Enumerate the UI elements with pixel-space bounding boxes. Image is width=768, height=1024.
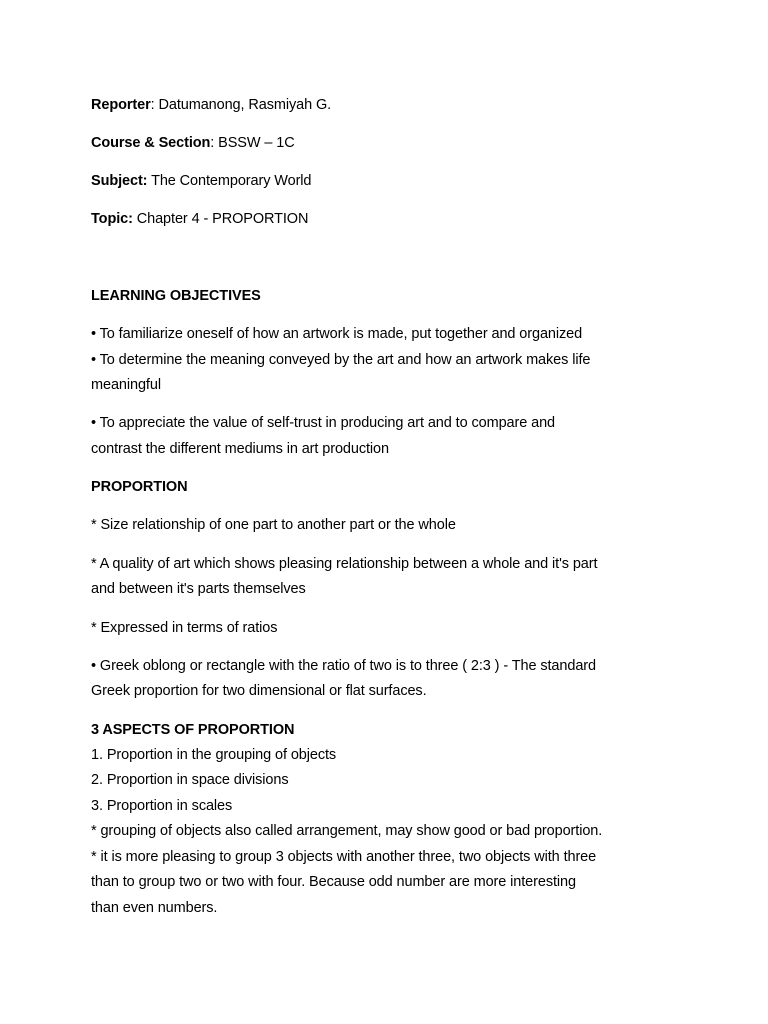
subject-label: Subject: xyxy=(91,173,148,189)
objective-item-2-line-2: meaningful xyxy=(91,377,161,393)
aspects-note-2-line-1: * it is more pleasing to group 3 objects with another three, two objects with three xyxy=(91,849,597,865)
subject-value: The Contemporary World xyxy=(147,173,312,189)
topic-value: Chapter 4 - PROPORTION xyxy=(132,211,309,227)
topic-line xyxy=(91,209,308,229)
aspects-list-item-3: 3. Proportion in scales xyxy=(91,798,233,814)
learning-objectives-heading: LEARNING OBJECTIVES xyxy=(91,288,261,304)
objective-item-3-line-2: contrast the different mediums in art production xyxy=(91,441,389,457)
proportion-item-4-line-1: • Greek oblong or rectangle with the ratio of two is to three ( 2:3 ) - The standard xyxy=(91,658,596,674)
aspects-note-2-line-3: than even numbers. xyxy=(91,900,218,916)
objective-item-3-line-1: • To appreciate the value of self-trust in producing art and to compare and xyxy=(91,415,556,431)
proportion-item-4-line-2: Greek proportion for two dimensional or flat surfaces. xyxy=(91,683,427,699)
proportion-item-1: * Size relationship of one part to another part or the whole xyxy=(91,517,456,533)
course-section-label: Course & Section xyxy=(91,135,211,151)
course-section-value: : BSSW – 1C xyxy=(210,135,295,151)
proportion-heading: PROPORTION xyxy=(91,479,188,495)
reporter-line xyxy=(91,95,331,115)
objective-item-1: • To familiarize oneself of how an artwork is made, put together and organized xyxy=(91,326,583,342)
proportion-item-2-line-2: and between it's parts themselves xyxy=(91,581,306,597)
topic-label: Topic: xyxy=(91,211,133,227)
reporter-label: Reporter xyxy=(91,97,151,113)
aspects-note-1: * grouping of objects also called arrangement, may show good or bad proportion. xyxy=(91,823,603,839)
aspects-note-2-line-2: than to group two or two with four. Because odd number are more interesting xyxy=(91,874,576,890)
proportion-item-2-line-1: * A quality of art which shows pleasing relationship between a whole and it's part xyxy=(91,556,598,572)
reporter-value: : Datumanong, Rasmiyah G. xyxy=(150,97,332,113)
aspects-heading: 3 ASPECTS OF PROPORTION xyxy=(91,722,295,738)
objective-item-2-line-1: • To determine the meaning conveyed by the art and how an artwork makes life xyxy=(91,352,591,368)
course-section-line xyxy=(91,133,295,153)
proportion-item-3: * Expressed in terms of ratios xyxy=(91,620,278,636)
aspects-list-item-1: 1. Proportion in the grouping of objects xyxy=(91,747,337,763)
subject-line xyxy=(91,171,311,191)
aspects-list-item-2: 2. Proportion in space divisions xyxy=(91,772,289,788)
